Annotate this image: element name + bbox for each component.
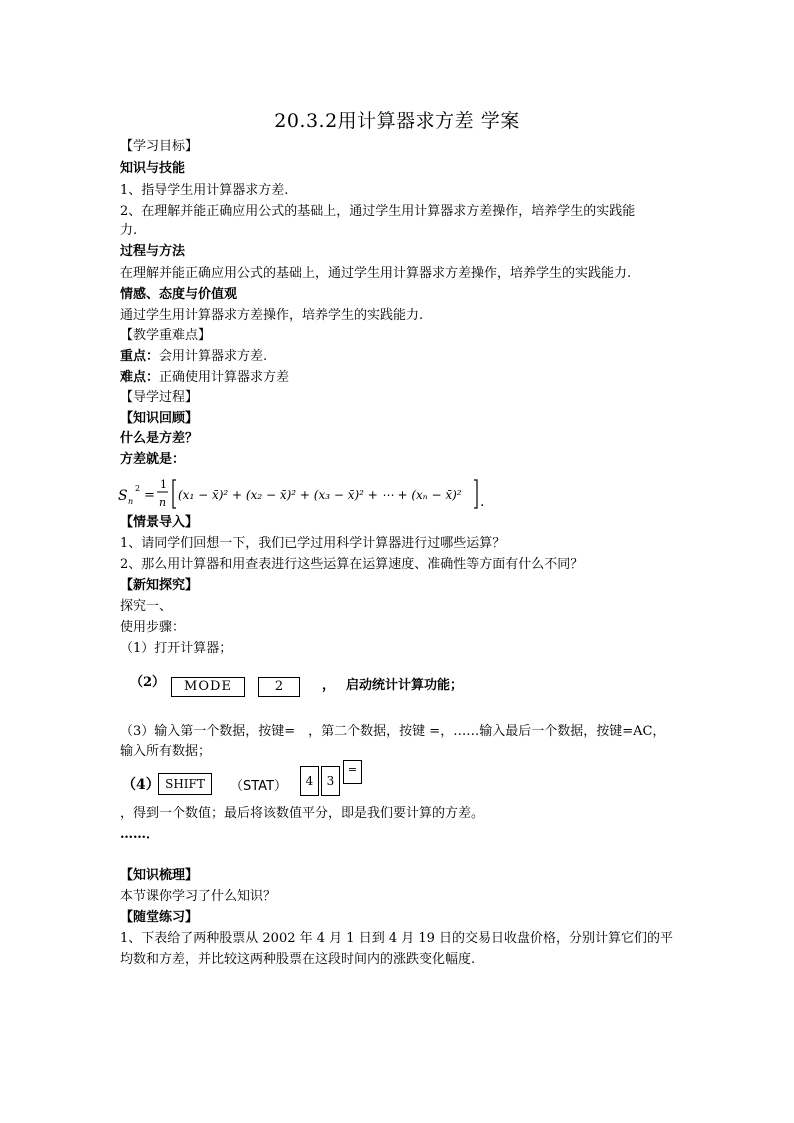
key-label: 重点： bbox=[120, 349, 160, 364]
formula-dot: . bbox=[480, 494, 485, 510]
four-key-icon: 4 bbox=[300, 766, 319, 796]
goals-header: 【学习目标】 bbox=[120, 139, 199, 154]
formula-sub-n: n bbox=[128, 497, 134, 506]
equals-key-icon: = bbox=[343, 760, 362, 784]
step-2-comma: ， bbox=[322, 678, 336, 693]
explore-1: 探究一、 bbox=[120, 599, 173, 614]
summary-text: 本节课你学习了什么知识？ bbox=[120, 889, 277, 904]
knowledge-item-1: 1、指导学生用计算器求方差. bbox=[120, 183, 289, 198]
difficulty-point bbox=[120, 369, 289, 387]
practice-item-1-cont: 均数和方差，并比较这两种股票在这段时间内的涨跌变化幅度. bbox=[120, 952, 476, 967]
step-2-number: （2） bbox=[130, 675, 166, 690]
step-4-number: （4） bbox=[122, 777, 160, 793]
emotion-header: 情感、态度与价值观 bbox=[120, 287, 238, 302]
step-2-text: 启动统计计算功能； bbox=[346, 678, 464, 693]
explore-header: 【新知探究】 bbox=[120, 578, 199, 593]
variance-is: 方差就是： bbox=[120, 452, 186, 467]
formula-den: n bbox=[159, 496, 167, 509]
ellipsis: ……． bbox=[120, 827, 160, 842]
knowledge-item-2: 2、在理解并能正确应用公式的基础上，通过学生用计算器求方差操作，培养学生的实践能 bbox=[120, 204, 636, 219]
process-header: 过程与方法 bbox=[120, 244, 186, 259]
steps-label: 使用步骤： bbox=[120, 620, 186, 635]
formula-eq: = bbox=[144, 488, 155, 503]
formula-sup-2: 2 bbox=[135, 484, 141, 493]
shift-key-icon: SHIFT bbox=[158, 773, 212, 795]
knowledge-item-2-cont: 力. bbox=[120, 223, 138, 238]
question: 什么是方差？ bbox=[120, 431, 199, 446]
left-bracket bbox=[173, 480, 176, 508]
knowledge-header: 知识与技能 bbox=[120, 161, 186, 176]
formula-body: (x₁ − x̄)² + (x₂ − x̄)² + (x₃ − x̄)² + ⋯ + (xₙ − x̄)² bbox=[178, 488, 462, 502]
formula-num: 1 bbox=[160, 478, 167, 491]
step-4-text: ，得到一个数值；最后将该数值平分，即是我们要计算的方差。 bbox=[120, 806, 485, 821]
key-point bbox=[120, 348, 267, 366]
variance-formula bbox=[118, 474, 498, 514]
summary-header: 【知识梳理】 bbox=[120, 868, 199, 883]
stat-label: （STAT） bbox=[230, 779, 288, 794]
right-bracket bbox=[474, 480, 477, 508]
step-3-cont: 输入所有数据； bbox=[120, 744, 212, 759]
difficulty-label: 难点： bbox=[120, 370, 160, 385]
scenario-item-2: 2、那么用计算器和用查表进行这些运算在运算速度、准确性等方面有什么不同？ bbox=[120, 557, 584, 572]
page-title: 20.3.2用计算器求方差 学案 bbox=[274, 110, 520, 132]
key-text: 会用计算器求方差. bbox=[159, 349, 268, 364]
emotion-text: 通过学生用计算器求方差操作，培养学生的实践能力. bbox=[120, 308, 424, 323]
process-text: 在理解并能正确应用公式的基础上，通过学生用计算器求方差操作，培养学生的实践能力. bbox=[120, 266, 632, 281]
difficulty-text: 正确使用计算器求方差 bbox=[159, 370, 290, 385]
guide-header: 【导学过程】 bbox=[120, 390, 199, 405]
keypoints-header: 【教学重难点】 bbox=[120, 328, 212, 343]
step-3: （3）输入第一个数据，按键= ，第二个数据，按键 =，……输入最后一个数据，按键=AC， bbox=[120, 724, 666, 739]
review-header: 【知识回顾】 bbox=[120, 411, 199, 426]
formula-s: S bbox=[118, 488, 128, 504]
practice-header: 【随堂练习】 bbox=[120, 910, 199, 925]
scenario-header: 【情景导入】 bbox=[120, 515, 199, 530]
scenario-item-1: 1、请同学们回想一下，我们已学过用科学计算器进行过哪些运算？ bbox=[120, 536, 506, 551]
three-key-icon: 3 bbox=[321, 766, 340, 796]
step-1: （1）打开计算器； bbox=[120, 641, 233, 656]
practice-item-1: 1、下表给了两种股票从 2002 年 4 月 1 日到 4 月 19 日的交易日收盘价格，分别计算它们的平 bbox=[120, 931, 674, 946]
two-key-icon: 2 bbox=[258, 677, 300, 697]
mode-key-icon: MODE bbox=[171, 677, 245, 697]
